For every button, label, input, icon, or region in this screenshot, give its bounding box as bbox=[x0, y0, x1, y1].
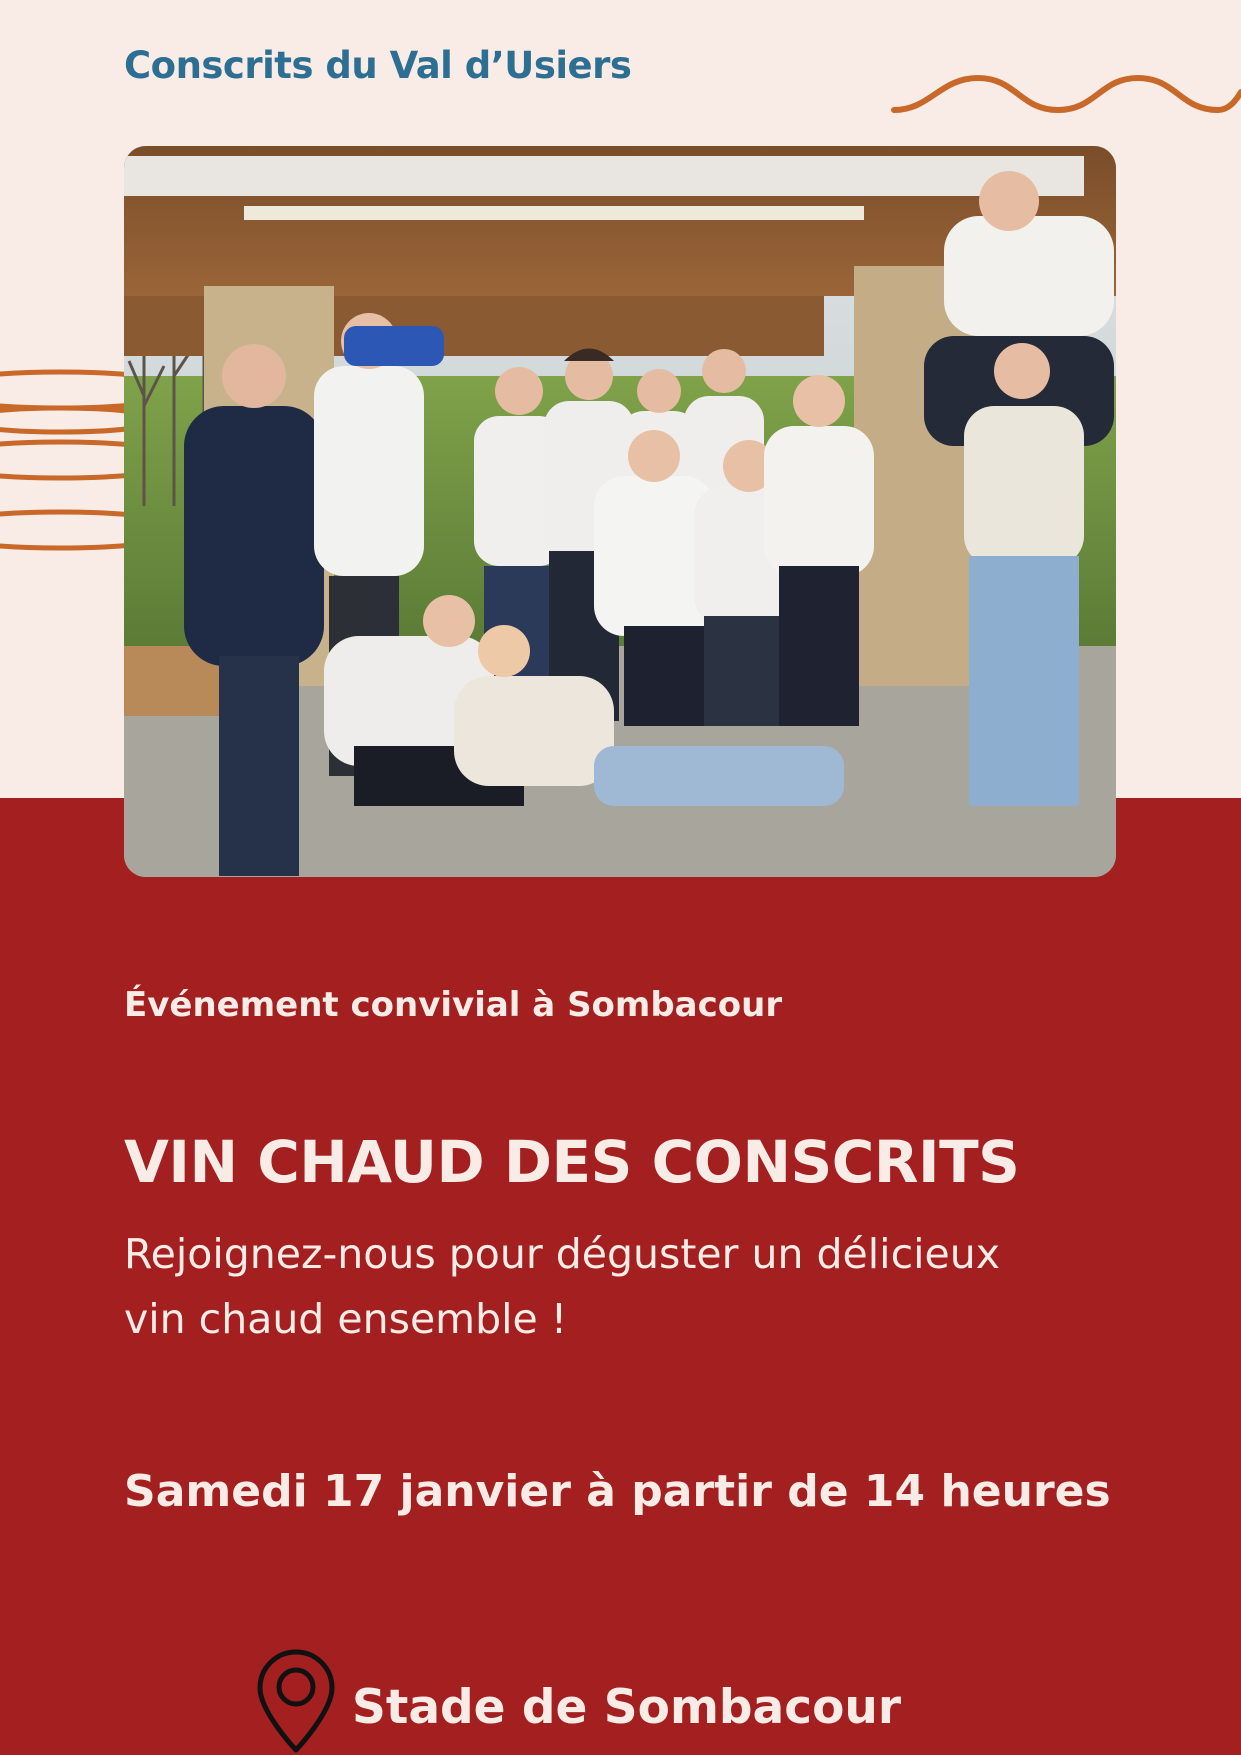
event-description bbox=[124, 1222, 1104, 1352]
wave-decoration bbox=[890, 62, 1241, 122]
rings-decoration bbox=[0, 300, 140, 610]
event-date: Samedi 17 janvier à partir de 14 heures bbox=[124, 1466, 1111, 1517]
description-line-2: vin chaud ensemble ! bbox=[124, 1295, 568, 1343]
description-line-1: Rejoignez-nous pour déguster un délicieux bbox=[124, 1230, 1000, 1278]
group-photo bbox=[124, 146, 1116, 877]
event-title: VIN CHAUD DES CONSCRITS bbox=[124, 1128, 1020, 1196]
map-pin-icon bbox=[256, 1648, 336, 1755]
organization-name: Conscrits du Val d’Usiers bbox=[124, 44, 632, 87]
event-subtitle: Événement convivial à Sombacour bbox=[124, 985, 783, 1025]
event-location: Stade de Sombacour bbox=[352, 1680, 902, 1735]
